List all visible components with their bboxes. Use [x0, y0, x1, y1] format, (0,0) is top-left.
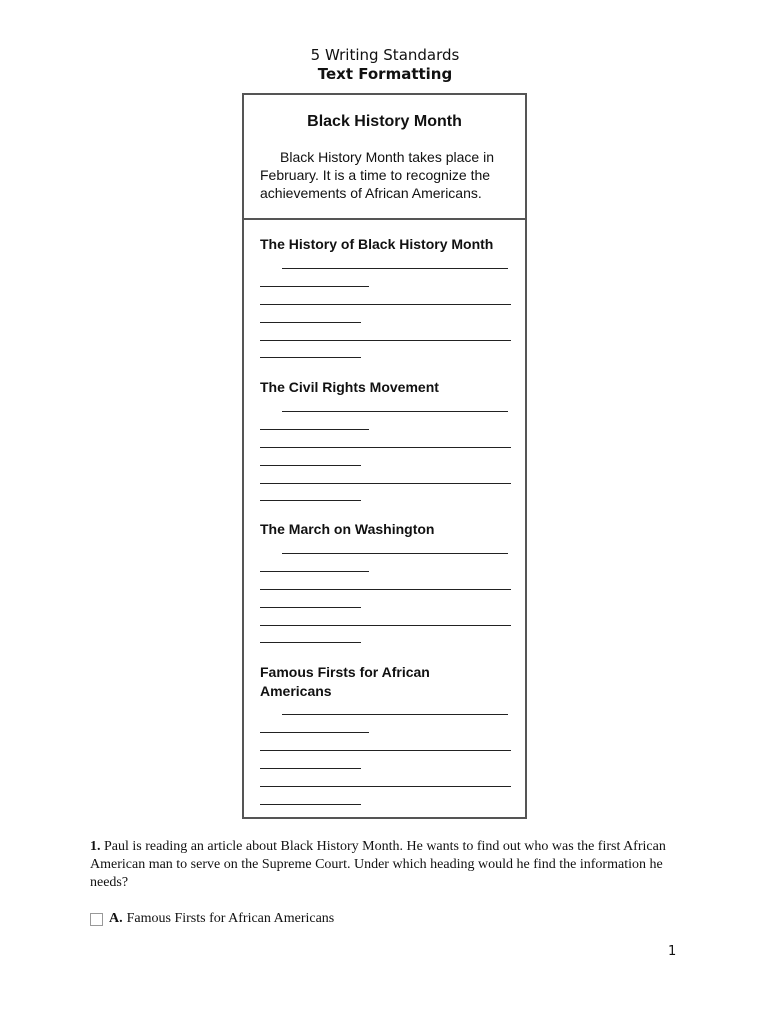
question-1: [90, 838, 690, 892]
answer-line: [260, 304, 511, 305]
answer-line: [260, 465, 361, 466]
answer-line: [260, 571, 369, 572]
answer-line: [260, 625, 511, 626]
article-intro-panel: [244, 95, 525, 220]
outline-section: [244, 235, 525, 375]
answer-line: [260, 322, 361, 323]
answer-line: [260, 804, 361, 805]
answer-line: [260, 642, 361, 643]
section-heading: The Civil Rights Movement: [260, 379, 439, 395]
article-outline-box: [242, 93, 527, 819]
answer-line: [260, 750, 511, 751]
answer-line: [282, 268, 508, 269]
answer-line: [282, 553, 508, 554]
answer-line: [282, 411, 508, 412]
answer-line: [260, 357, 361, 358]
answer-line: [260, 447, 511, 448]
document-subject: 5 Writing Standards: [310, 46, 460, 64]
answer-line: [260, 429, 369, 430]
page-number: 1: [668, 944, 677, 959]
outline-section: [244, 520, 525, 660]
section-heading: Famous Firsts for African Americans: [260, 664, 430, 699]
answer-checkbox[interactable]: [90, 913, 103, 926]
answer-line: [260, 483, 511, 484]
article-intro-text: Black History Month takes place in February. It is a time to recognize the achievements of African Americans.: [260, 149, 494, 201]
outline-section: [244, 663, 525, 813]
option-text: Famous Firsts for African Americans: [126, 911, 335, 926]
question-text: Paul is reading an article about Black History Month. He wants to find out who was the first African American man to serve on the Supreme Court. Under which heading would he find the information he needs?: [90, 839, 666, 890]
answer-line: [260, 500, 361, 501]
section-heading: The March on Washington: [260, 521, 435, 537]
question-number: 1.: [90, 839, 101, 854]
answer-line: [260, 286, 369, 287]
document-topic: Text Formatting: [317, 65, 453, 83]
section-heading: The History of Black History Month: [260, 236, 494, 252]
answer-option-a[interactable]: [90, 910, 334, 928]
answer-line: [282, 714, 508, 715]
option-letter: A.: [109, 911, 123, 926]
answer-line: [260, 768, 361, 769]
answer-line: [260, 589, 511, 590]
outline-section: [244, 378, 525, 518]
answer-line: [260, 786, 511, 787]
answer-line: [260, 340, 511, 341]
article-title: Black History Month: [307, 113, 462, 130]
answer-line: [260, 732, 369, 733]
answer-line: [260, 607, 361, 608]
